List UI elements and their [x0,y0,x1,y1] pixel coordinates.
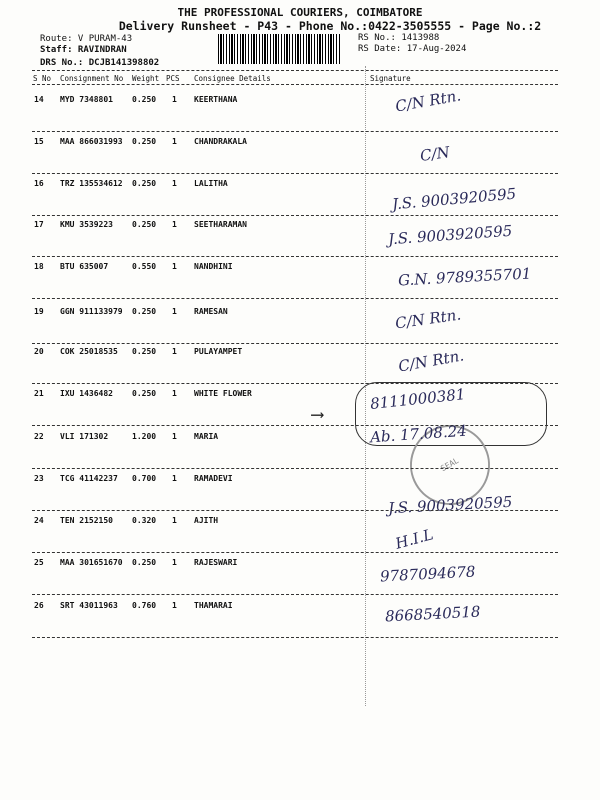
cell-sno: 17 [34,220,44,229]
cell-cons: KMU 3539223 [60,220,113,229]
signature-handwriting: C/N Rtn. [394,305,463,333]
cell-pcs: 1 [172,137,177,146]
arrow-icon: ⟶ [312,404,323,425]
cell-sno: 25 [34,558,44,567]
cell-cons: VLI 171302 [60,432,109,441]
row-divider [32,637,558,638]
cell-cons: MAA 866031993 [60,137,123,146]
cell-pcs: 1 [172,601,177,610]
cell-pcs: 1 [172,347,177,356]
signature-handwriting: J.S. 9003920595 [387,492,513,518]
signature-handwriting: 8111000381 [369,385,467,413]
drs-label: DRS No.: DCJB141398802 [40,58,160,68]
cell-cons: TCG 41142237 [60,474,118,483]
cell-weight: 0.250 [132,95,157,104]
cell-name: CHANDRAKALA [194,137,247,146]
cell-name: WHITE FLOWER [194,389,252,398]
cell-sno: 26 [34,601,44,610]
cell-pcs: 1 [172,179,177,188]
row-divider [32,383,558,384]
cell-weight: 0.320 [132,516,157,525]
cell-pcs: 1 [172,220,177,229]
cell-cons: COK 25018535 [60,347,118,356]
cell-name: AJITH [194,516,219,525]
col-signature: Signature [370,74,411,83]
row-divider [32,298,558,299]
cell-weight: 0.250 [132,307,157,316]
cell-name: RAJESWARI [194,558,238,567]
route-label: Route: V PURAM-43 [40,34,133,44]
cell-cons: SRT 43011963 [60,601,118,610]
cell-weight: 0.250 [132,558,157,567]
signature-handwriting: Ab. 17.08.24 [369,421,468,447]
row-divider [32,468,558,469]
signature-handwriting: 8668540518 [384,602,481,626]
cell-cons: MAA 301651670 [60,558,123,567]
cell-weight: 0.250 [132,179,157,188]
cell-sno: 16 [34,179,44,188]
cell-sno: 24 [34,516,44,525]
col-consignee: Consignee Details [194,74,271,83]
cell-name: PULAYAMPET [194,347,243,356]
cell-cons: TEN 2152150 [60,516,113,525]
cell-sno: 18 [34,262,44,271]
row-divider [32,131,558,132]
signature-handwriting: H.I.L [393,525,436,553]
row-divider [32,510,558,511]
cell-name: RAMADEVI [194,474,233,483]
barcode [218,34,340,64]
cell-sno: 23 [34,474,44,483]
row-divider [32,425,558,426]
cell-pcs: 1 [172,307,177,316]
cell-pcs: 1 [172,262,177,271]
divider [32,84,558,85]
row-divider [32,173,558,174]
signature-handwriting: C/N [418,143,451,165]
cell-pcs: 1 [172,474,177,483]
cell-weight: 0.550 [132,262,157,271]
cell-weight: 0.250 [132,220,157,229]
cell-pcs: 1 [172,389,177,398]
col-weight: Weight [132,74,160,83]
cell-pcs: 1 [172,95,177,104]
row-divider [32,215,558,216]
cell-cons: GGN 911133979 [60,307,123,316]
cell-cons: MYD 7348801 [60,95,113,104]
rs-date: RS Date: 17-Aug-2024 [358,44,467,54]
row-divider [32,552,558,553]
cell-sno: 21 [34,389,44,398]
row-divider [32,256,558,257]
signature-handwriting: J.S. 9003920595 [391,184,517,214]
cell-weight: 0.250 [132,389,157,398]
cell-weight: 1.200 [132,432,157,441]
cell-name: KEERTHANA [194,95,238,104]
cell-cons: TRZ 135534612 [60,179,123,188]
cell-sno: 22 [34,432,44,441]
col-pcs: PCS [166,74,180,83]
cell-pcs: 1 [172,516,177,525]
signature-handwriting: C/N Rtn. [396,346,466,376]
stamp-seal: SEAL [395,410,504,519]
divider [32,70,558,71]
cell-name: SEETHARAMAN [194,220,247,229]
cell-weight: 0.250 [132,137,157,146]
cell-pcs: 1 [172,432,177,441]
signature-handwriting: 9787094678 [379,562,476,586]
signature-handwriting: J.S. 9003920595 [387,221,513,249]
row-divider [32,594,558,595]
cell-name: RAMESAN [194,307,228,316]
cell-sno: 14 [34,95,44,104]
document-subtitle: Delivery Runsheet - P43 - Phone No.:0422-3505555 - Page No.:2 [118,19,542,33]
cell-name: NANDHINI [194,262,233,271]
cell-sno: 20 [34,347,44,356]
cell-cons: IXU 1436482 [60,389,113,398]
signature-handwriting: G.N. 9789355701 [397,264,532,290]
col-consignment: Consignment No [60,74,124,83]
cell-weight: 0.250 [132,347,157,356]
staff-label: Staff: RAVINDRAN [40,45,127,55]
row-divider [32,343,558,344]
cell-sno: 19 [34,307,44,316]
rs-number: RS No.: 1413988 [358,33,440,43]
cell-sno: 15 [34,137,44,146]
cell-pcs: 1 [172,558,177,567]
cell-weight: 0.700 [132,474,157,483]
signature-handwriting: C/N Rtn. [393,86,463,116]
cell-name: MARIA [194,432,219,441]
cell-name: LALITHA [194,179,228,188]
cell-cons: BTU 635007 [60,262,109,271]
document-title: THE PROFESSIONAL COURIERS, COIMBATORE [177,6,423,19]
col-sno: S No [33,74,52,83]
cell-name: THAMARAI [194,601,233,610]
cell-weight: 0.760 [132,601,157,610]
